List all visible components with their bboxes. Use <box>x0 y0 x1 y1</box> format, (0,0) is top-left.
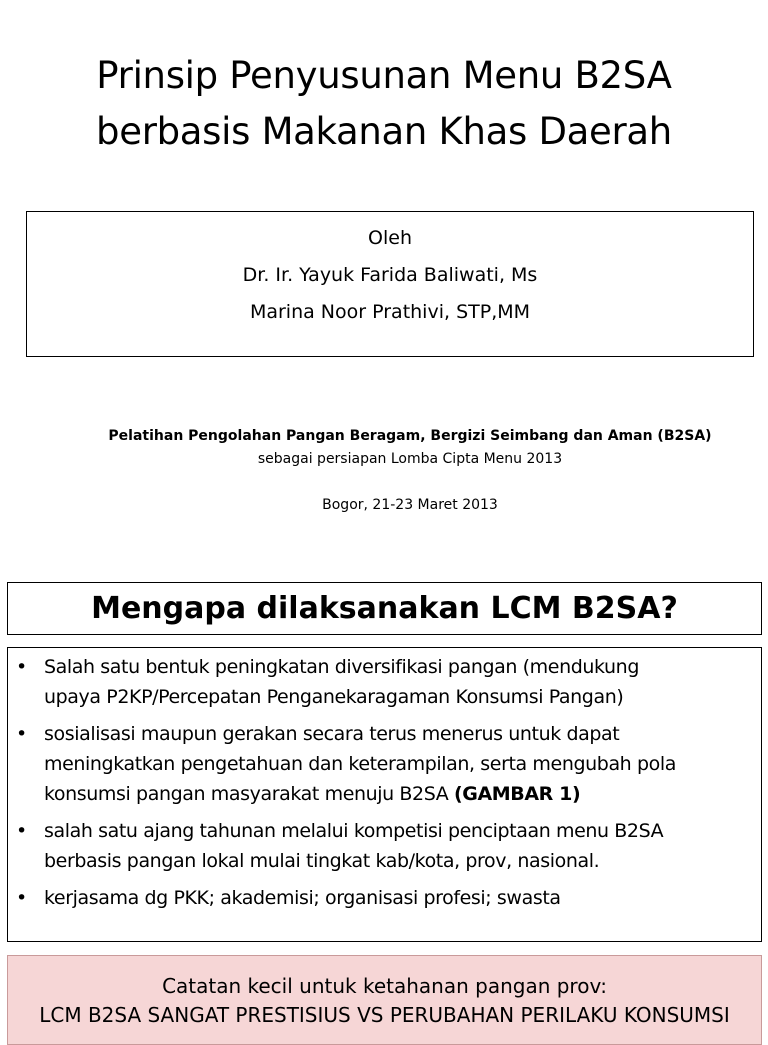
list-item <box>16 883 753 913</box>
list-item <box>16 652 753 712</box>
list-item-line: berbasis pangan lokal mulai tingkat kab/kota, prov, nasional. <box>44 850 600 872</box>
note-line-1: Catatan kecil untuk ketahanan pangan prov: <box>162 974 607 998</box>
list-item-line: kerjasama dg PKK; akademisi; organisasi profesi; swasta <box>44 887 561 909</box>
training-name: Pelatihan Pengolahan Pangan Beragam, Bergizi Seimbang dan Aman (B2SA) <box>108 428 712 444</box>
list-item <box>16 816 753 876</box>
list-item-line: meningkatkan pengetahuan dan keterampilan, serta mengubah pola <box>44 753 676 775</box>
list-item-line <box>44 779 753 809</box>
bullet-icon: • <box>16 656 27 678</box>
list-item-line: upaya P2KP/Percepatan Penganekaragaman Konsumsi Pangan) <box>44 686 624 708</box>
slide-title <box>0 48 768 160</box>
training-place-date: Bogor, 21-23 Maret 2013 <box>322 497 498 513</box>
reasons-list <box>16 652 753 913</box>
bullet-icon: • <box>16 820 27 842</box>
list-item-text: konsumsi pangan masyarakat menuju B2SA <box>44 783 454 805</box>
bullet-icon: • <box>16 723 27 745</box>
note-box <box>7 955 762 1045</box>
slide-title-line-1: Prinsip Penyusunan Menu B2SA <box>96 54 672 97</box>
training-info <box>0 425 768 517</box>
figure-reference: (GAMBAR 1) <box>454 783 581 805</box>
section-heading: Mengapa dilaksanakan LCM B2SA? <box>7 582 762 635</box>
note-line-2: LCM B2SA SANGAT PRESTISIUS VS PERUBAHAN PERILAKU KONSUMSI <box>39 1003 730 1027</box>
list-item-line: sosialisasi maupun gerakan secara terus menerus untuk dapat <box>44 723 620 745</box>
list-item-line: salah satu ajang tahunan melalui kompetisi penciptaan menu B2SA <box>44 820 664 842</box>
list-item <box>16 719 753 809</box>
bullet-icon: • <box>16 887 27 909</box>
author-box <box>26 211 754 357</box>
training-purpose: sebagai persiapan Lomba Cipta Menu 2013 <box>257 451 563 467</box>
author-name-2: Marina Noor Prathivi, STP,MM <box>249 301 531 323</box>
author-name-1: Dr. Ir. Yayuk Farida Baliwati, Ms <box>242 264 538 286</box>
slide-title-line-2: berbasis Makanan Khas Daerah <box>96 110 672 153</box>
author-by-label: Oleh <box>368 227 412 249</box>
list-item-line: Salah satu bentuk peningkatan diversifikasi pangan (mendukung <box>44 656 639 678</box>
reasons-box <box>7 647 762 942</box>
